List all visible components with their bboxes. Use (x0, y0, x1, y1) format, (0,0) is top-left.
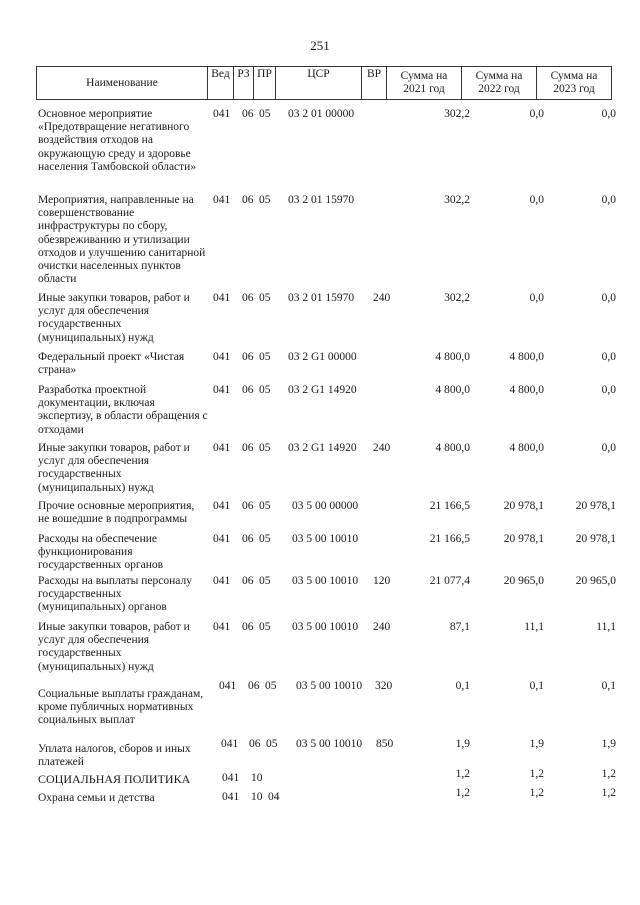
row-csr: 03 5 00 10010 (296, 680, 363, 692)
row-rz: 06 (242, 442, 254, 454)
row-sum-2023: 0,0 (601, 384, 616, 396)
header-sum-2022: Сумма на 2022 год (461, 66, 537, 100)
row-pr: 05 (259, 384, 271, 396)
row-rz: 10 (251, 772, 263, 784)
row-name: Иные закупки товаров, работ и услуг для обеспечения государственных (муниципальных) нужд (38, 621, 190, 673)
row-sum-2021: 4 800,0 (435, 384, 470, 396)
row-sum-2022: 4 800,0 (509, 351, 544, 363)
row-rz: 06 (242, 108, 254, 120)
row-csr: 03 5 00 10010 (292, 575, 359, 587)
row-csr: 03 2 01 00000 (288, 108, 355, 120)
row-pr: 05 (259, 194, 271, 206)
row-sum-2021: 302,2 (444, 292, 470, 304)
row-name: СОЦИАЛЬНАЯ ПОЛИТИКА (38, 772, 191, 786)
header-name: Наименование (36, 66, 208, 100)
row-pr: 05 (259, 500, 271, 512)
row-ved: 041 (213, 575, 231, 587)
row-sum-2023: 0,0 (601, 292, 616, 304)
row-pr: 05 (259, 533, 271, 545)
header-rz: РЗ (233, 66, 254, 100)
row-pr: 05 (266, 738, 278, 750)
row-ved: 041 (222, 772, 240, 784)
row-rz: 06 (248, 680, 260, 692)
row-pr: 05 (259, 575, 271, 587)
row-rz: 06 (242, 194, 254, 206)
row-sum-2022: 4 800,0 (509, 442, 544, 454)
row-sum-2022: 20 965,0 (503, 575, 544, 587)
row-sum-2021: 1,9 (455, 738, 470, 750)
row-rz: 06 (242, 575, 254, 587)
row-sum-2023: 20 978,1 (575, 500, 616, 512)
row-csr: 03 5 00 10010 (292, 621, 359, 633)
row-rz: 06 (242, 621, 254, 633)
row-ved: 041 (213, 351, 231, 363)
row-name: Социальные выплаты гражданам, кроме публичных нормативных социальных выплат (38, 688, 204, 727)
row-sum-2021: 4 800,0 (435, 351, 470, 363)
row-pr: 05 (265, 680, 277, 692)
row-ved: 041 (213, 442, 231, 454)
row-name: Охрана семьи и детства (38, 792, 155, 804)
row-sum-2021: 302,2 (444, 194, 470, 206)
row-sum-2022: 0,0 (529, 292, 544, 304)
row-ved: 041 (213, 500, 231, 512)
row-name: Расходы на обеспечение функционирования государственных органов (38, 533, 164, 572)
row-sum-2023: 1,2 (601, 787, 616, 799)
row-sum-2022: 1,2 (529, 787, 544, 799)
row-name: Расходы на выплаты персоналу государственных (муниципальных) органов (38, 575, 192, 614)
row-csr: 03 5 00 00000 (292, 500, 359, 512)
row-csr: 03 2 G1 14920 (288, 384, 357, 396)
row-sum-2021: 4 800,0 (435, 442, 470, 454)
row-csr: 03 2 01 15970 (288, 194, 355, 206)
row-vr: 240 (373, 621, 391, 633)
row-rz: 10 (251, 791, 263, 803)
header-csr: ЦСР (275, 66, 362, 100)
row-pr: 05 (259, 442, 271, 454)
row-sum-2023: 0,0 (601, 194, 616, 206)
row-sum-2021: 21 166,5 (429, 500, 470, 512)
row-sum-2023: 20 965,0 (575, 575, 616, 587)
row-sum-2021: 21 166,5 (429, 533, 470, 545)
page-number: 251 (310, 38, 330, 53)
row-sum-2021: 1,2 (455, 787, 470, 799)
row-sum-2022: 20 978,1 (503, 500, 544, 512)
row-rz: 06 (242, 292, 254, 304)
row-vr: 850 (376, 738, 394, 750)
row-sum-2021: 302,2 (444, 108, 470, 120)
row-vr: 320 (375, 680, 393, 692)
row-sum-2023: 11,1 (596, 621, 616, 633)
row-sum-2022: 0,0 (529, 108, 544, 120)
row-ved: 041 (213, 292, 231, 304)
header-vr: ВР (361, 66, 387, 100)
row-ved: 041 (221, 738, 239, 750)
row-name: Основное мероприятие «Предотвращение негативного воздействия отходов на окружающую среду и здоровье населения Тамбовской области» (38, 108, 197, 173)
row-rz: 06 (249, 738, 261, 750)
row-rz: 06 (242, 384, 254, 396)
row-name: Федеральный проект «Чистая страна» (38, 351, 185, 377)
row-sum-2023: 0,0 (601, 108, 616, 120)
row-csr: 03 5 00 10010 (292, 533, 359, 545)
row-sum-2022: 0,1 (529, 680, 544, 692)
row-rz: 06 (242, 533, 254, 545)
header-sum-2021: Сумма на 2021 год (386, 66, 462, 100)
row-sum-2023: 0,0 (601, 442, 616, 454)
row-csr: 03 2 01 15970 (288, 292, 355, 304)
header-sum-2023: Сумма на 2023 год (536, 66, 612, 100)
row-ved: 041 (213, 533, 231, 545)
row-name: Иные закупки товаров, работ и услуг для обеспечения государственных (муниципальных) нужд (38, 442, 190, 494)
row-vr: 240 (373, 292, 391, 304)
row-ved: 041 (219, 680, 237, 692)
row-ved: 041 (213, 108, 231, 120)
row-name: Прочие основные мероприятия, не вошедшие в подпрограммы (38, 500, 195, 526)
row-ved: 041 (213, 194, 231, 206)
row-csr: 03 2 G1 00000 (288, 351, 357, 363)
row-name: Иные закупки товаров, работ и услуг для обеспечения государственных (муниципальных) нужд (38, 292, 190, 344)
row-name: Разработка проектной документации, включая экспертизу, в области обращения с отходами (38, 384, 208, 436)
row-sum-2021: 87,1 (449, 621, 470, 633)
row-name: Уплата налогов, сборов и иных платежей (38, 743, 191, 769)
row-pr: 05 (259, 292, 271, 304)
header-ved: Вед (207, 66, 234, 100)
row-sum-2021: 1,2 (455, 768, 470, 780)
row-pr: 05 (259, 108, 271, 120)
header-pr: ПР (253, 66, 276, 100)
row-pr: 05 (259, 351, 271, 363)
row-sum-2023: 0,1 (601, 680, 616, 692)
row-sum-2022: 1,9 (529, 738, 544, 750)
row-vr: 240 (373, 442, 391, 454)
row-pr: 04 (268, 791, 280, 803)
row-sum-2023: 1,2 (601, 768, 616, 780)
row-sum-2023: 20 978,1 (575, 533, 616, 545)
row-ved: 041 (213, 384, 231, 396)
row-vr: 120 (373, 575, 391, 587)
row-ved: 041 (222, 791, 240, 803)
row-pr: 05 (259, 621, 271, 633)
row-sum-2022: 20 978,1 (503, 533, 544, 545)
row-ved: 041 (213, 621, 231, 633)
row-sum-2021: 21 077,4 (429, 575, 470, 587)
row-rz: 06 (242, 500, 254, 512)
row-rz: 06 (242, 351, 254, 363)
row-name: Мероприятия, направленные на совершенствование инфраструктуры по сбору, обезвреживанию и утилизации отходов и улучшению санитарной очистки населенных пунктов области (38, 194, 206, 286)
row-sum-2021: 0,1 (455, 680, 470, 692)
row-csr: 03 5 00 10010 (296, 738, 363, 750)
row-sum-2023: 1,9 (601, 738, 616, 750)
row-sum-2022: 4 800,0 (509, 384, 544, 396)
row-sum-2022: 1,2 (529, 768, 544, 780)
row-sum-2022: 11,1 (524, 621, 544, 633)
row-sum-2023: 0,0 (601, 351, 616, 363)
row-sum-2022: 0,0 (529, 194, 544, 206)
row-csr: 03 2 G1 14920 (288, 442, 357, 454)
